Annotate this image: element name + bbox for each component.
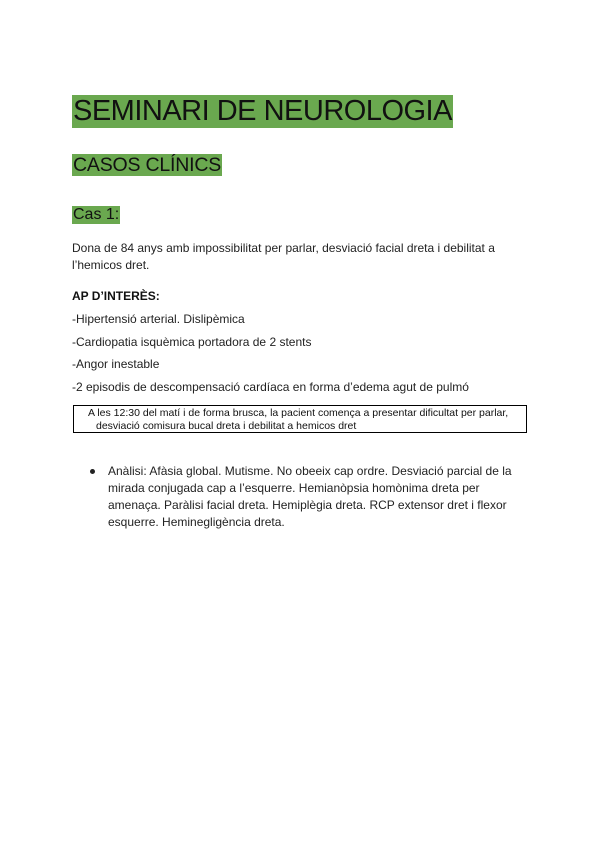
case-intro: Dona de 84 anys amb impossibilitat per parlar, desviació facial dreta i debilitat a l’hemicos dret. [72, 241, 495, 272]
subtitle-highlight: CASOS CLÍNICS [73, 154, 222, 176]
analysis-text: Anàlisi: Afàsia global. Mutisme. No obeeix cap ordre. Desviació parcial de la mirada conjugada cap a l’esquerre. Hemianòpsia homònima dreta per amenaça. Paràlisi facial dreta. Hemiplègia dreta. RCP extensor dret i flexor esquerre. Heminegligència dreta. [108, 464, 512, 529]
bullet-dot-icon [90, 469, 95, 474]
ap-item: -2 episodis de descompensació cardíaca en forma d’edema agut de pulmó [72, 379, 469, 394]
case-heading [72, 206, 120, 224]
analysis-bullet [90, 463, 524, 531]
ap-list [72, 311, 469, 401]
ap-item: -Cardiopatia isquèmica portadora de 2 stents [72, 334, 312, 349]
ap-heading: AP D’INTERÈS: [72, 289, 160, 303]
case-heading-highlight: Cas 1: [73, 206, 120, 223]
ap-item: -Hipertensió arterial. Dislipèmica [72, 312, 245, 326]
title-highlight: SEMINARI DE NEUROLOGIA [73, 95, 452, 127]
ap-item: -Angor inestable [72, 357, 160, 371]
document-title [72, 95, 453, 128]
boxed-note: A les 12:30 del matí i de forma brusca, la pacient comença a presentar dificultat per parlar, desviació comisura bucal dreta i debilitat a hemicos dret [73, 405, 527, 433]
document-subtitle [72, 154, 222, 177]
